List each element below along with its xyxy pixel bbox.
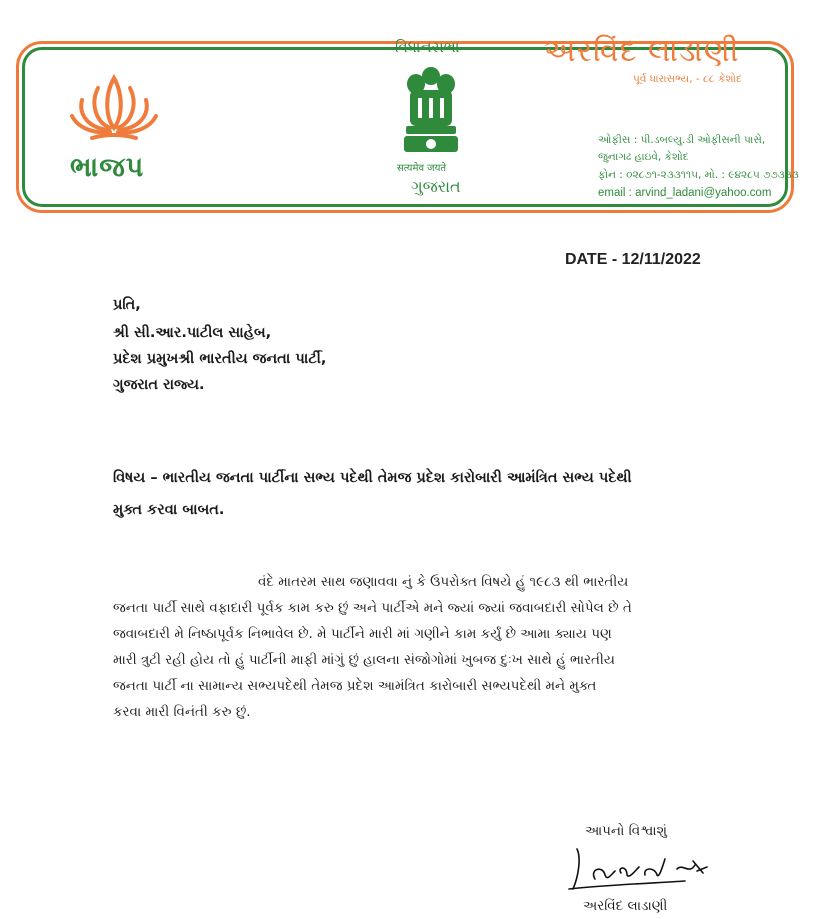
handwritten-signature (565, 845, 735, 893)
national-emblem-icon (400, 62, 462, 158)
subject-line: વિષય – ભારતીય જનતા પાર્ટીના સભ્ય પદેથી તેમજ પ્રદેશ કારોબારી આમંત્રિત સભ્ય પદેથી (113, 470, 632, 486)
recipient-line: ગુજરાત રાજ્ય. (113, 377, 205, 393)
letter-date: DATE - 12/11/2022 (565, 251, 701, 268)
assembly-label: વિધાનસભા (395, 38, 460, 56)
body-line: વંદે માતરમ સાથ જણાવવા નું કે ઉપરોક્ત વિષયે હું ૧૯૮૩ થી ભારતીય (258, 574, 629, 590)
emblem-motto: सत्यमेव जयते (397, 163, 447, 174)
office-address-line-2: જુનાગઢ હાઇવે, કેશોદ (598, 151, 689, 163)
signatory-name: અરવિંદ લાડાણી (583, 898, 668, 914)
recipient-line: શ્રી સી.આર.પાટીલ સાહેબ, (113, 325, 272, 341)
body-line: જનતા પાર્ટી ના સામાન્ય સભ્યપદેથી તેમજ પ્રદેશ આમંત્રિત કારોબારી સભ્યપદેથી મને મુક્ત (113, 678, 597, 694)
email-line: email : arvind_ladani@yahoo.com (598, 187, 772, 199)
sender-title: પૂર્વ ધારાસભ્ય, - ૮૮ કેશોદ (633, 73, 742, 85)
recipient-line: પ્રદેશ પ્રમુખશ્રી ભારતીય જનતા પાર્ટી, (113, 351, 327, 367)
phone-line: ફોન : ૦૨૮૭૧-૨૩૩૧૧૫, મો. : ૯૪૨૮૫ ૭૭૩૩૩ (598, 169, 799, 181)
subject-line: મુક્ત કરવા બાબત. (113, 502, 225, 518)
recipient-line: પ્રતિ, (113, 297, 141, 313)
body-line: મારી ત્રુટી રહી હોય તો હું પાર્ટીની માફી માંગું છું હાલના સંજોગોમાં ખુબજ દુઃખ સાથે હું ભારતીય (113, 652, 615, 668)
office-address-line-1: ઓફીસ : પી.ડબલ્યુ.ડી ઓફીસની પાસે, (598, 134, 766, 146)
body-line: જવાબદારી મે નિષ્ઠાપૂર્વક નિભાવેલ છે. મે પાર્ટીને મારી માં ગણીને કામ કર્યું છે આમા ક્યાય પણ (113, 626, 612, 642)
lotus-logo-icon (64, 66, 164, 146)
state-label: ગુજરાત (411, 177, 461, 196)
body-line: જનતા પાર્ટી સાથે વફાદારી પૂર્વક કામ કરુ છું અને પાર્ટીએ મને જ્યાં જ્યાં જવાબદારી સોપેલ છે તે (113, 600, 632, 616)
closing-salutation: આપનો વિશ્વાશું (585, 823, 667, 839)
sender-name: અરવિંદ લાડાણી (544, 34, 740, 69)
body-line: કરવા મારી વિનંતી કરુ છું. (113, 704, 251, 720)
party-name: ભાજપ (70, 152, 145, 183)
